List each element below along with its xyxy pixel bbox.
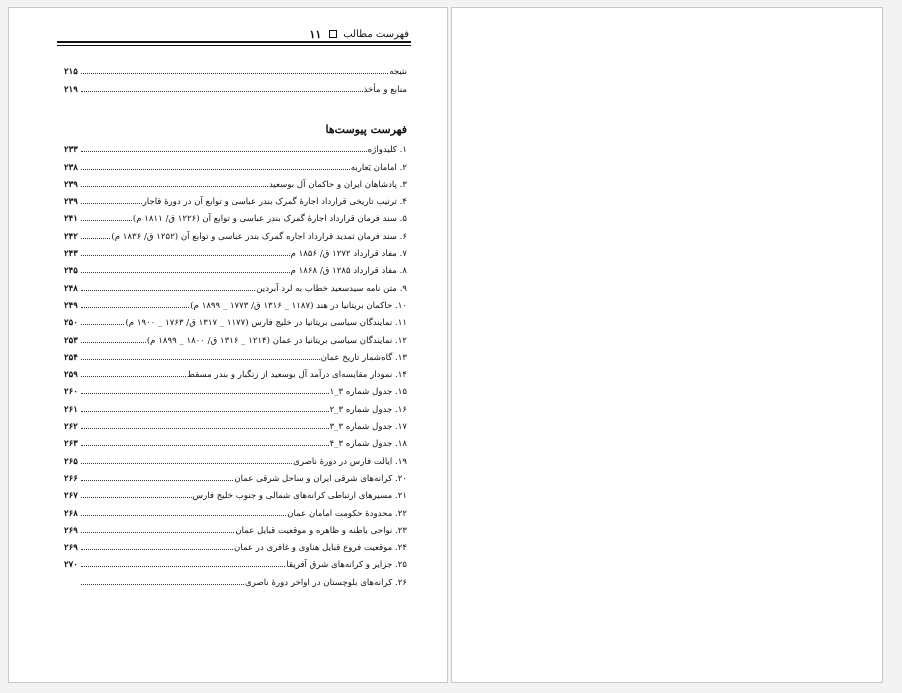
toc-entry-page: ۲۴۸: [64, 283, 78, 294]
dot-leader: [81, 238, 110, 239]
toc-entry[interactable]: [64, 397, 407, 414]
toc-entry[interactable]: [64, 138, 407, 155]
toc-entry-label: ۱۹. ایالت فارس در دورهٔ ناصری: [293, 456, 407, 467]
dot-leader: [81, 463, 292, 464]
toc-entry[interactable]: [64, 346, 407, 363]
header-rule-thick: [57, 41, 411, 43]
toc-entry-label: ۲۱. مسیرهای ارتباطی کرانه‌های شمالی و جنوب خلیج فارس: [192, 491, 407, 502]
toc-entry-label: ۱۰. حاکمان بریتانیا در هند (۱۱۸۷ _ ۱۳۱۶ ق/ ۱۷۷۳ _ ۱۸۹۹ م): [190, 300, 407, 311]
toc-entry-page: ۲۱۵: [64, 67, 78, 78]
dot-leader: [81, 445, 329, 446]
dot-leader: [81, 91, 363, 92]
toc-entry-label: ۱۸. جدول شماره ۳_۴: [329, 439, 407, 450]
toc-entry-page: ۲۵۰: [64, 318, 78, 329]
dot-leader: [81, 359, 320, 360]
dot-leader: [81, 307, 189, 308]
toc-entry-page: ۲۶۹: [64, 543, 78, 554]
square-ornament-icon: [329, 30, 337, 38]
toc-entry-label: منابع و مأخذ: [363, 84, 407, 95]
dot-leader: [81, 376, 186, 377]
toc-entry-label: ۳. پادشاهان ایران و حاکمان آل بوسعید: [268, 179, 407, 190]
dot-leader: [81, 393, 329, 394]
toc-entry-label: نتیجه: [389, 67, 407, 78]
dot-leader: [81, 532, 234, 533]
header-title: فهرست مطالب: [343, 28, 409, 40]
toc-entry[interactable]: [64, 328, 407, 345]
dot-leader: [81, 549, 233, 550]
toc-entry-page: ۲۶۰: [64, 387, 78, 398]
toc-appendix-list: [64, 138, 407, 588]
toc-entry-label: ۲۶. کرانه‌های بلوچستان در اواخر دورهٔ ناصری: [245, 577, 407, 588]
dot-leader: [81, 584, 244, 585]
toc-entry[interactable]: [64, 501, 407, 518]
appendix-section-title: فهرست پیوست‌ها: [325, 123, 407, 136]
dot-leader: [81, 220, 132, 221]
toc-entry-label: ۲. امامان یَعاربه: [350, 162, 407, 173]
toc-entry[interactable]: [64, 173, 407, 190]
dot-leader: [81, 290, 255, 291]
toc-entry-label: ۴. ترتیب تاریخی قرارداد اجارهٔ گمرک بندر عباسی و توابع آن در دورهٔ قاجار: [142, 197, 407, 208]
toc-entry[interactable]: [64, 484, 407, 501]
dot-leader: [81, 272, 290, 273]
toc-entry-label: ۱۲. نمایندگان سیاسی بریتانیا در عمان (۱۲۱۴ _ ۱۳۱۶ ق/ ۱۸۰۰ _ ۱۸۹۹ م): [146, 335, 407, 346]
toc-entry[interactable]: [64, 553, 407, 570]
toc-entry[interactable]: [64, 294, 407, 311]
toc-entry[interactable]: [64, 415, 407, 432]
toc-entry-label: ۱۳. گاه‌شمار تاریخ عمان: [320, 352, 407, 363]
toc-entry[interactable]: [64, 60, 407, 77]
toc-entry-page: ۲۵۴: [64, 352, 78, 363]
toc-entry-page: ۲۳۸: [64, 162, 78, 173]
toc-entry-label: ۱۴. نمودار مقایسه‌ای درآمد آل بوسعید از زنگبار و بندر مسقط: [187, 370, 407, 381]
toc-entry-page: ۲۳۹: [64, 197, 78, 208]
dot-leader: [81, 255, 290, 256]
toc-entry-label: ۷. مفاد قرارداد ۱۲۷۲ ق/ ۱۸۵۶ م: [290, 249, 407, 260]
dot-leader: [81, 411, 329, 412]
running-header: [59, 26, 409, 42]
dot-leader: [81, 428, 329, 429]
toc-entry-page: ۲۵۹: [64, 370, 78, 381]
toc-entry-page: ۲۶۲: [64, 422, 78, 433]
toc-entry[interactable]: [64, 536, 407, 553]
toc-entry[interactable]: [64, 449, 407, 466]
dot-leader: [81, 151, 367, 152]
dot-leader: [81, 324, 124, 325]
toc-entry-page: ۲۳۹: [64, 179, 78, 190]
dot-leader: [81, 203, 142, 204]
toc-entry-page: ۲۶۸: [64, 508, 78, 519]
toc-entry[interactable]: [64, 77, 407, 94]
page-left: [8, 7, 448, 683]
dot-leader: [81, 497, 192, 498]
toc-entry-label: ۱۵. جدول شماره ۳_۱: [329, 387, 407, 398]
toc-entry-page: ۲۴۲: [64, 231, 78, 242]
dot-leader: [81, 480, 233, 481]
toc-entry-label: ۹. متن نامه سیدسعید خطاب به لرد آبردین: [256, 283, 407, 294]
toc-entry-page: ۲۶۶: [64, 473, 78, 484]
toc-entry-page: ۲۴۳: [64, 249, 78, 260]
toc-entry-label: ۶. سند فرمان تمدید قرارداد اجاره گمرک بندر عباسی و توابع آن (۱۲۵۲ ق/ ۱۸۳۶ م): [111, 231, 407, 242]
dot-leader: [81, 73, 388, 74]
toc-entry-page: ۲۴۹: [64, 300, 78, 311]
toc-entry-page: ۲۶۹: [64, 525, 78, 536]
toc-entry-page: ۲۶۳: [64, 439, 78, 450]
toc-entry[interactable]: [64, 190, 407, 207]
toc-entry-label: ۱۱. نمایندگان سیاسی بریتانیا در خلیج فارس (۱۱۷۷ _ ۱۳۱۷ ق/ ۱۷۶۳ _ ۱۹۰۰ م): [125, 318, 407, 329]
toc-entry-label: ۲۳. نواحی باطنه و ظاهره و موقعیت قبایل عمان: [235, 525, 407, 536]
header-page-number: ۱۱: [309, 27, 322, 41]
toc-entry-page: ۲۱۹: [64, 84, 78, 95]
toc-entry[interactable]: [64, 570, 407, 587]
toc-entry-label: ۱۷. جدول شماره ۳_۳: [329, 422, 407, 433]
toc-entry-page: ۲۴۱: [64, 214, 78, 225]
toc-entry[interactable]: [64, 155, 407, 172]
toc-entry[interactable]: [64, 432, 407, 449]
toc-entry[interactable]: [64, 224, 407, 241]
dot-leader: [81, 515, 286, 516]
toc-entry-page: ۲۶۱: [64, 404, 78, 415]
toc-entry-page: ۲۴۵: [64, 266, 78, 277]
toc-top-list: [64, 60, 407, 95]
toc-entry-label: ۲۴. موقعیت فروع قبایل هناوی و غافری در عمان: [234, 543, 407, 554]
toc-entry-page: ۲۶۵: [64, 456, 78, 467]
dot-leader: [81, 186, 268, 187]
toc-entry[interactable]: [64, 259, 407, 276]
toc-entry[interactable]: [64, 276, 407, 293]
toc-entry[interactable]: [64, 207, 407, 224]
toc-entry[interactable]: [64, 467, 407, 484]
dot-leader: [81, 566, 285, 567]
dot-leader: [81, 169, 350, 170]
toc-entry-page: ۲۵۳: [64, 335, 78, 346]
toc-entry-label: ۲۲. محدودهٔ حکومت امامان عمان: [287, 508, 407, 519]
toc-entry-label: ۲۵. جزایر و کرانه‌های شرق آفریقا: [286, 560, 407, 571]
toc-entry[interactable]: [64, 242, 407, 259]
toc-entry[interactable]: [64, 519, 407, 536]
toc-entry-label: ۲۰. کرانه‌های شرقی ایران و ساحل شرقی عمان: [234, 473, 407, 484]
dot-leader: [81, 342, 146, 343]
toc-entry-label: ۸. مفاد قرارداد ۱۲۸۵ ق/ ۱۸۶۸ م: [290, 266, 407, 277]
toc-entry-page: ۲۶۷: [64, 491, 78, 502]
header-rule-thin: [57, 45, 411, 46]
toc-entry[interactable]: [64, 380, 407, 397]
toc-entry-page: ۲۳۳: [64, 145, 78, 156]
toc-entry[interactable]: [64, 311, 407, 328]
toc-entry-page: ۲۷۰: [64, 560, 78, 571]
toc-entry-label: ۵. سند فرمان قرارداد اجارهٔ گمرک بندر عباسی و توابع آن (۱۲۲۶ ق/ ۱۸۱۱ م): [132, 214, 407, 225]
toc-entry-label: ۱. کلیدواژه: [367, 145, 407, 156]
toc-entry-label: ۱۶. جدول شماره ۳_۲: [329, 404, 407, 415]
toc-entry[interactable]: [64, 363, 407, 380]
page-right-blank: [451, 7, 883, 683]
